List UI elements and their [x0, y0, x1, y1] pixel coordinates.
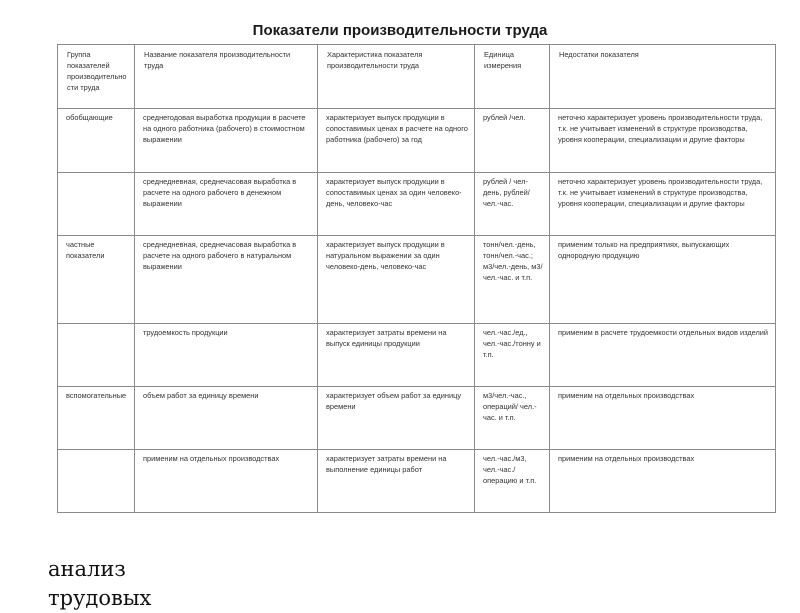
header-characteristic: Характеристика показателя производительности труда	[318, 45, 475, 109]
cell-drawbacks: неточно характеризует уровень производительности труда, т.к. не учитывает изменений в структуре производства, уровня кооперации, специализации и другие факторы	[550, 173, 776, 236]
cell-drawbacks: применим в расчете трудоемкости отдельных видов изделий	[550, 324, 776, 387]
table-row	[58, 109, 776, 173]
header-name: Название показателя производительности труда	[135, 45, 318, 109]
cell-unit: м3/чел.-час., операций/ чел.-час. и т.п.	[475, 387, 550, 450]
cell-name: среднедневная, среднечасовая выработка в расчете на одного рабочего в денежном выражении	[135, 173, 318, 236]
cell-unit: рублей / чел-день, рублей/ чел.-час.	[475, 173, 550, 236]
productivity-table	[57, 44, 776, 513]
table-header-row	[58, 45, 776, 109]
cell-characteristic: характеризует выпуск продукции в сопоставимых ценах за один человеко-день, человеко-час	[318, 173, 475, 236]
cell-name: среднегодовая выработка продукции в расчете на одного работника (рабочего) в стоимостном выражении	[135, 109, 318, 173]
cell-characteristic: характеризует затраты времени на выполнение единицы работ	[318, 450, 475, 513]
table-row	[58, 387, 776, 450]
cell-name: трудоемкость продукции	[135, 324, 318, 387]
cell-unit: чел.-час./ед., чел.-час./тонну и т.п.	[475, 324, 550, 387]
cell-group	[58, 324, 135, 387]
footer-line-2: трудовых	[48, 586, 152, 610]
header-drawbacks: Недостатки показателя	[550, 45, 776, 109]
cell-drawbacks: применим на отдельных производствах	[550, 450, 776, 513]
cell-name: применим на отдельных производствах	[135, 450, 318, 513]
footer-caption	[48, 555, 151, 613]
page-title: Показатели производительности труда	[252, 22, 548, 39]
cell-group: частные показатели	[58, 236, 135, 324]
cell-name: объем работ за единицу времени	[135, 387, 318, 450]
cell-drawbacks: применим только на предприятиях, выпускающих однородную продукцию	[550, 236, 776, 324]
cell-characteristic: характеризует затраты времени на выпуск единицы продукции	[318, 324, 475, 387]
cell-drawbacks: неточно характеризует уровень производительности труда, т.к. не учитывает изменений в структуре производства, уровня кооперации, специализации и другие факторы	[550, 109, 776, 173]
cell-group: обобщающие	[58, 109, 135, 173]
footer-line-1: анализ	[48, 557, 126, 581]
table-row	[58, 450, 776, 513]
cell-characteristic: характеризует выпуск продукции в натуральном выражении за один человеко-день, человеко-час	[318, 236, 475, 324]
cell-characteristic: характеризует объем работ за единицу времени	[318, 387, 475, 450]
cell-drawbacks: применим на отдельных производствах	[550, 387, 776, 450]
cell-unit: тонн/чел.-день, тонн/чел.-час.; м3/чел.-день, м3/ чел.-час. и т.п.	[475, 236, 550, 324]
table-row	[58, 324, 776, 387]
cell-group	[58, 450, 135, 513]
cell-group: вспомогательные	[58, 387, 135, 450]
table-row	[58, 236, 776, 324]
header-group: Группа показателей производительности труда	[58, 45, 135, 109]
cell-unit: чел.-час./м3, чел.-час./операцию и т.п.	[475, 450, 550, 513]
table-row	[58, 173, 776, 236]
cell-unit: рублей /чел.	[475, 109, 550, 173]
header-unit: Единица измерения	[475, 45, 550, 109]
cell-characteristic: характеризует выпуск продукции в сопоставимых ценах в расчете на одного работника (рабочего) за год	[318, 109, 475, 173]
cell-name: среднедневная, среднечасовая выработка в расчете на одного рабочего в натуральном выражении	[135, 236, 318, 324]
cell-group	[58, 173, 135, 236]
